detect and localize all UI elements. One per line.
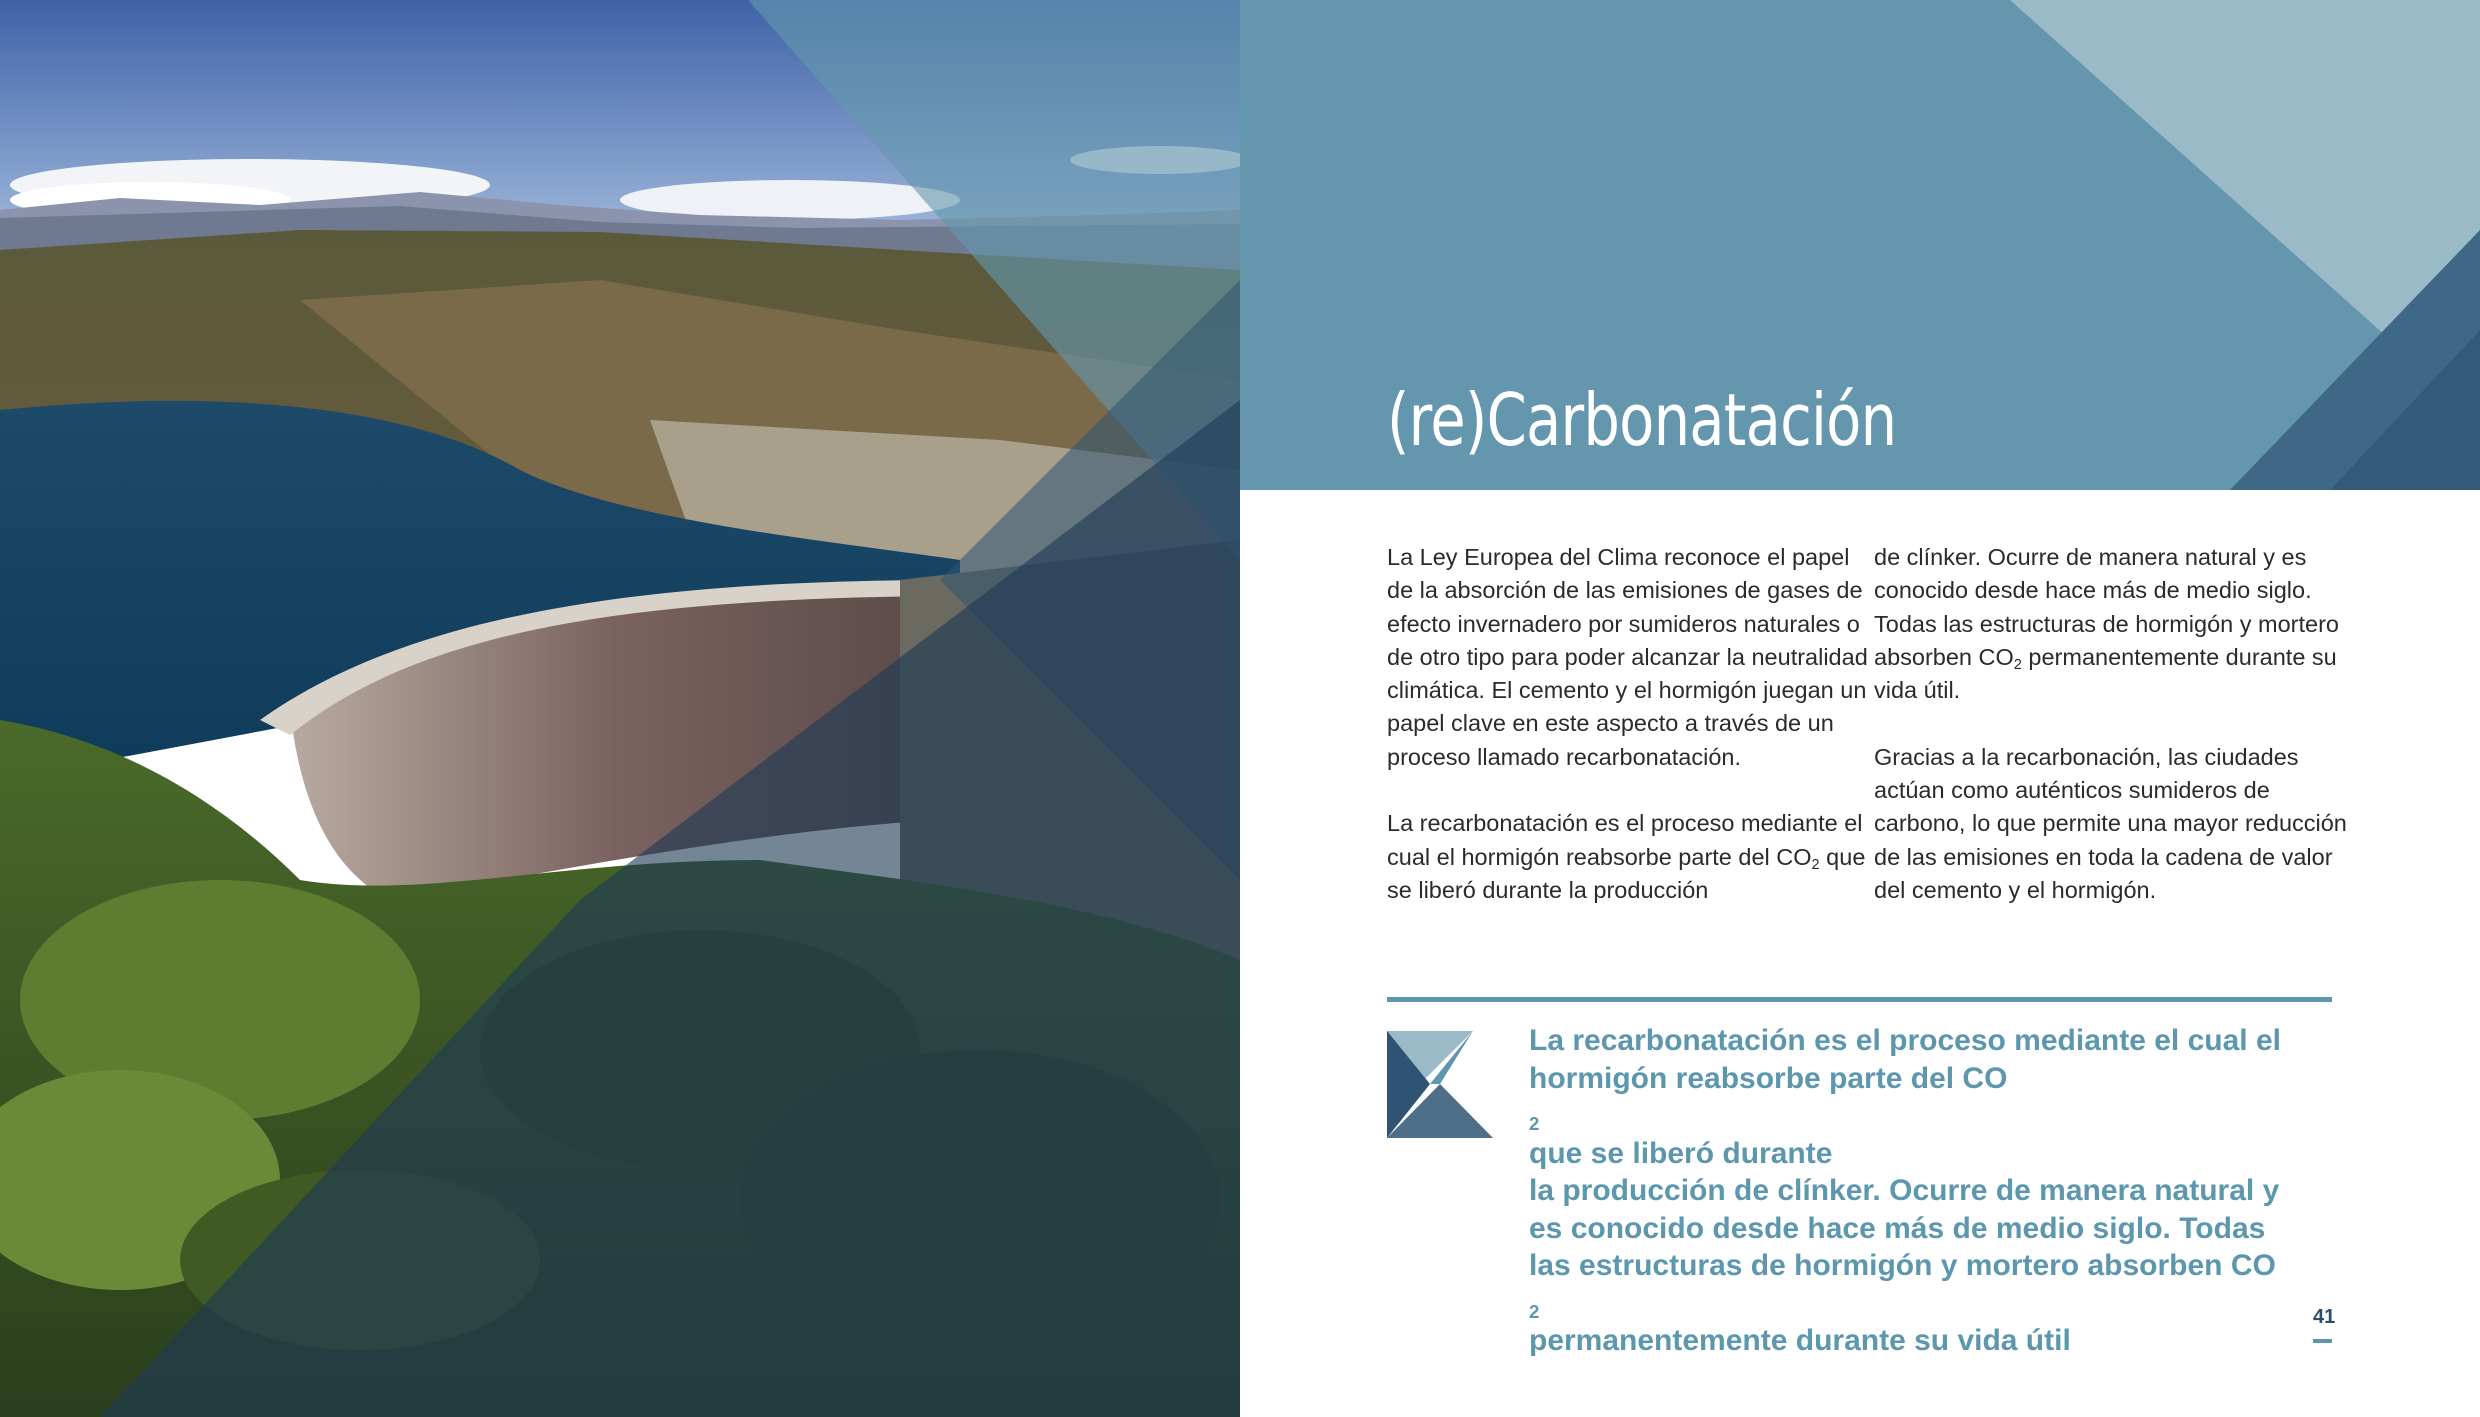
page-number: 41 bbox=[2313, 1306, 2336, 1328]
chevron-triangles-icon bbox=[1387, 1031, 1493, 1143]
body-paragraph: Gracias a la recarbonación, las ciudades actúan como auténticos sumideros de carbono, lo que permite una mayor reducción de las emisiones en toda la cadena de valor del cemento y el hormigón. bbox=[1874, 743, 2347, 903]
page-title: (re)Carbonatación bbox=[1387, 378, 1897, 462]
quote-line: la producción de clínker. Ocurre de manera natural y bbox=[1529, 1174, 2280, 1207]
body-paragraph: La Ley Europea del Clima reconoce el papel de la absorción de las emisiones de gases de efecto invernadero por sumideros naturales o de otro tipo para poder alcanzar la neutralidad climática. El cemento y el hormigón juegan un papel clave en este aspecto a través de un proceso llamado recarbonatación. bbox=[1387, 544, 1868, 770]
quote-line: hormigón reabsorbe parte del CO $_2$ que se liberó durante bbox=[1529, 1061, 2008, 1170]
body-paragraph: La recarbonatación es el proceso mediante el cual el hormigón reabsorbe parte del $CO_2$ que se liberó durante la producción bbox=[1387, 810, 1866, 903]
page-number-underline bbox=[2313, 1339, 2332, 1343]
quote-line: La recarbonatación es el proceso mediante el cual el bbox=[1529, 1024, 2281, 1057]
body-column-right bbox=[1874, 541, 2364, 941]
body-paragraph: de clínker. Ocurre de manera natural y es conocido desde hace más de medio siglo. Todas las estructuras de hormigón y mortero absorben $CO_2$ permanentemente durante su vida útil. bbox=[1874, 544, 2339, 704]
quote-line: las estructuras de hormigón y mortero absorben CO $_2$ bbox=[1529, 1249, 2276, 1322]
quote-line: es conocido desde hace más de medio siglo. Todas bbox=[1529, 1211, 2266, 1245]
quote-divider bbox=[1387, 997, 2332, 1002]
body-column-left bbox=[1387, 541, 1877, 941]
quote-line: permanentemente durante su vida útil bbox=[1529, 1324, 2071, 1357]
pull-quote bbox=[1529, 1022, 2349, 1360]
